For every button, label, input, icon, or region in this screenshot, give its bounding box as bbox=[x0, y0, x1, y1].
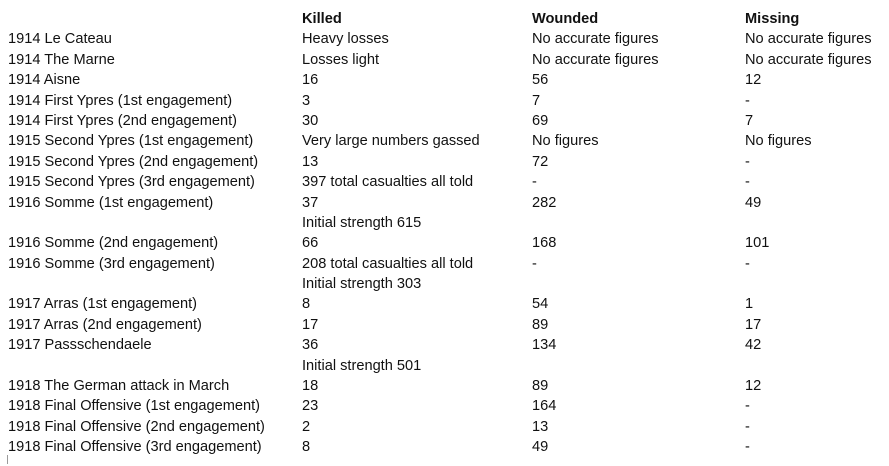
killed-cell: 3 bbox=[302, 92, 311, 109]
wounded-cell: 72 bbox=[532, 153, 549, 170]
missing-cell: 1 bbox=[745, 296, 754, 313]
missing-cell: No accurate figures bbox=[745, 51, 872, 68]
battle-cell: 1918 The German attack in March bbox=[8, 378, 230, 395]
wounded-cell: 89 bbox=[532, 378, 549, 395]
battle-cell: 1916 Somme (1st engagement) bbox=[8, 194, 214, 211]
wounded-cell: 49 bbox=[532, 439, 549, 456]
table-row bbox=[8, 213, 889, 233]
header-missing: Missing bbox=[745, 11, 800, 27]
missing-cell: - bbox=[745, 174, 750, 191]
killed-cell: 13 bbox=[302, 153, 319, 170]
table-row bbox=[8, 417, 889, 437]
battle-cell: 1914 Aisne bbox=[8, 72, 81, 89]
killed-cell: 16 bbox=[302, 72, 319, 89]
missing-cell: 49 bbox=[745, 194, 762, 211]
killed-cell: 18 bbox=[302, 378, 319, 395]
battle-cell: 1915 Second Ypres (1st engagement) bbox=[8, 133, 254, 150]
battle-cell: 1914 First Ypres (1st engagement) bbox=[8, 92, 233, 109]
wounded-cell: 13 bbox=[532, 418, 549, 435]
killed-cell: 37 bbox=[302, 194, 319, 211]
wounded-cell: 282 bbox=[532, 194, 557, 211]
missing-cell: 7 bbox=[745, 112, 754, 129]
text-cursor bbox=[7, 455, 8, 464]
killed-cell: 17 bbox=[302, 316, 319, 333]
wounded-cell: 134 bbox=[532, 337, 557, 354]
battle-cell: 1917 Arras (1st engagement) bbox=[8, 296, 198, 313]
table-row bbox=[8, 254, 889, 274]
table-row bbox=[8, 335, 889, 355]
killed-cell: 8 bbox=[302, 296, 311, 313]
battle-cell: 1914 Le Cateau bbox=[8, 31, 112, 48]
killed-cell: 208 total casualties all told bbox=[302, 255, 474, 272]
table-row bbox=[8, 437, 889, 457]
killed-cell: Initial strength 615 bbox=[302, 214, 422, 231]
table-row bbox=[8, 91, 889, 111]
killed-cell: Heavy losses bbox=[302, 31, 389, 48]
killed-cell: 23 bbox=[302, 398, 319, 415]
table-header-row bbox=[8, 9, 889, 29]
battle-cell: 1915 Second Ypres (2nd engagement) bbox=[8, 153, 259, 170]
wounded-cell: 89 bbox=[532, 316, 549, 333]
battle-cell: 1915 Second Ypres (3rd engagement) bbox=[8, 174, 255, 191]
battle-cell: 1914 First Ypres (2nd engagement) bbox=[8, 112, 238, 129]
wounded-cell: 69 bbox=[532, 112, 549, 129]
casualty-table bbox=[8, 9, 889, 458]
header-killed: Killed bbox=[302, 11, 342, 27]
battle-cell: 1918 Final Offensive (3rd engagement) bbox=[8, 439, 262, 456]
battle-cell: 1917 Arras (2nd engagement) bbox=[8, 316, 202, 333]
table-row bbox=[8, 274, 889, 294]
wounded-cell: 164 bbox=[532, 398, 557, 415]
wounded-cell: No accurate figures bbox=[532, 51, 659, 68]
killed-cell: 2 bbox=[302, 418, 311, 435]
missing-cell: 101 bbox=[745, 235, 770, 252]
wounded-cell: 7 bbox=[532, 92, 541, 109]
table-row bbox=[8, 315, 889, 335]
killed-cell: 36 bbox=[302, 337, 319, 354]
missing-cell: 12 bbox=[745, 378, 762, 395]
table-row bbox=[8, 172, 889, 192]
table-row bbox=[8, 70, 889, 90]
table-row bbox=[8, 233, 889, 253]
wounded-cell: - bbox=[532, 174, 537, 191]
battle-cell: 1916 Somme (3rd engagement) bbox=[8, 255, 215, 272]
table-row bbox=[8, 29, 889, 49]
battle-cell: 1918 Final Offensive (2nd engagement) bbox=[8, 418, 265, 435]
table-row bbox=[8, 294, 889, 314]
wounded-cell: - bbox=[532, 255, 537, 272]
wounded-cell: 56 bbox=[532, 72, 549, 89]
missing-cell: - bbox=[745, 398, 750, 415]
table-body bbox=[8, 29, 889, 457]
missing-cell: 12 bbox=[745, 72, 762, 89]
table-row bbox=[8, 376, 889, 396]
table-row bbox=[8, 193, 889, 213]
table-row bbox=[8, 356, 889, 376]
missing-cell: - bbox=[745, 255, 750, 272]
killed-cell: 30 bbox=[302, 112, 319, 129]
wounded-cell: 168 bbox=[532, 235, 557, 252]
killed-cell: Losses light bbox=[302, 51, 380, 68]
battle-cell: 1916 Somme (2nd engagement) bbox=[8, 235, 219, 252]
battle-cell: 1914 The Marne bbox=[8, 51, 115, 68]
battle-cell: 1918 Final Offensive (1st engagement) bbox=[8, 398, 261, 415]
battle-cell: 1917 Passschendaele bbox=[8, 337, 152, 354]
missing-cell: 42 bbox=[745, 337, 762, 354]
missing-cell: No accurate figures bbox=[745, 31, 872, 48]
table-row bbox=[8, 131, 889, 151]
killed-cell: 8 bbox=[302, 439, 311, 456]
wounded-cell: 54 bbox=[532, 296, 549, 313]
header-wounded: Wounded bbox=[532, 11, 599, 27]
table-row bbox=[8, 152, 889, 172]
killed-cell: Initial strength 303 bbox=[302, 276, 422, 293]
killed-cell: 397 total casualties all told bbox=[302, 174, 474, 191]
killed-cell: Very large numbers gassed bbox=[302, 133, 480, 150]
table-row bbox=[8, 396, 889, 416]
wounded-cell: No accurate figures bbox=[532, 31, 659, 48]
missing-cell: - bbox=[745, 153, 750, 170]
wounded-cell: No figures bbox=[532, 133, 599, 150]
missing-cell: No figures bbox=[745, 133, 812, 150]
table-row bbox=[8, 50, 889, 70]
killed-cell: Initial strength 501 bbox=[302, 357, 422, 374]
missing-cell: - bbox=[745, 418, 750, 435]
missing-cell: 17 bbox=[745, 316, 762, 333]
table-row bbox=[8, 111, 889, 131]
missing-cell: - bbox=[745, 439, 750, 456]
missing-cell: - bbox=[745, 92, 750, 109]
killed-cell: 66 bbox=[302, 235, 319, 252]
